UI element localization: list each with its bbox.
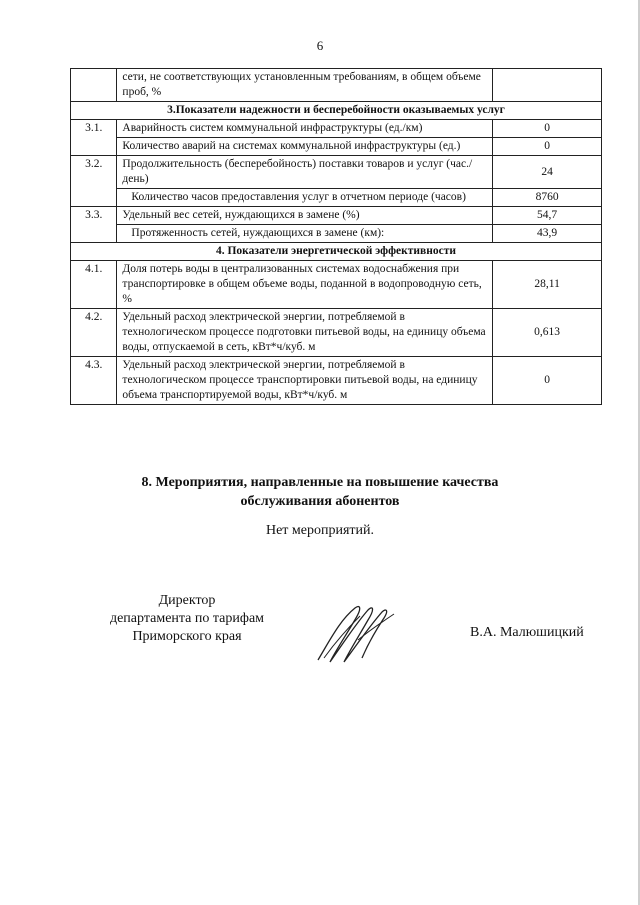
row-description: Протяженность сетей, нуждающихся в замене (км): [117,225,493,243]
row-number: 4.2. [71,309,117,357]
section-8-heading-line: 8. Мероприятия, направленные на повышение качества [141,475,499,490]
row-number: 3.1. [71,120,117,156]
row-value: 0 [493,357,602,405]
row-number: 4.1. [71,261,117,309]
row-value [493,69,602,102]
row-number: 3.2. [71,156,117,207]
section-8-body: Нет мероприятий. [265,523,375,538]
handwritten-signature [310,600,400,670]
signer-title-line: Директор [158,593,216,608]
row-number: 3.3. [71,207,117,243]
row-description: Удельный расход электрической энергии, потребляемой в технологическом процессе транспортировки питьевой воды, на единицу объема транспортируемой воды, кВт*ч/куб. м [117,357,493,405]
row-number [71,69,117,102]
row-value: 28,11 [493,261,602,309]
row-value: 0 [493,138,602,156]
row-value: 0,613 [493,309,602,357]
table-row [71,261,602,309]
page-number: 6 [316,38,324,53]
row-value: 8760 [493,189,602,207]
signer-name: В.А. Малюшицкий [470,625,584,640]
table-row [71,69,602,102]
section-header-row [71,102,602,120]
row-value: 24 [493,156,602,189]
table-row [71,138,602,156]
indicators-table [70,68,602,405]
signer-title-line: Приморского края [132,629,242,644]
table-row [71,120,602,138]
section-4-title: 4. Показатели энергетической эффективности [71,243,602,261]
section-8-heading-line: обслуживания абонентов [240,494,400,509]
section-header-row [71,243,602,261]
signer-title-line: департамента по тарифам [109,611,265,626]
row-number: 4.3. [71,357,117,405]
table-row [71,156,602,189]
section-8-heading [0,473,640,511]
table-row [71,309,602,357]
section-3-title: 3.Показатели надежности и бесперебойности оказываемых услуг [71,102,602,120]
row-description: Удельный вес сетей, нуждающихся в замене (%) [117,207,493,225]
row-value: 43,9 [493,225,602,243]
row-description: Удельный расход электрической энергии, потребляемой в технологическом процессе подготовки питьевой воды, на единицу объема воды, отпускаемой в сеть, кВт*ч/куб. м [117,309,493,357]
table-row [71,207,602,225]
row-value: 0 [493,120,602,138]
table-row [71,357,602,405]
row-description: Аварийность систем коммунальной инфраструктуры (ед./км) [117,120,493,138]
table-row [71,189,602,207]
row-description: сети, не соответствующих установленным требованиям, в общем объеме проб, % [117,69,493,102]
row-description: Продолжительность (бесперебойность) поставки товаров и услуг (час./день) [117,156,493,189]
row-value: 54,7 [493,207,602,225]
row-description: Количество аварий на системах коммунальной инфраструктуры (ед.) [117,138,493,156]
row-description: Доля потерь воды в централизованных системах водоснабжения при транспортировке в общем объеме воды, поданной в водопроводную сеть, % [117,261,493,309]
table-row [71,225,602,243]
row-description: Количество часов предоставления услуг в отчетном периоде (часов) [117,189,493,207]
signer-title [62,592,312,646]
